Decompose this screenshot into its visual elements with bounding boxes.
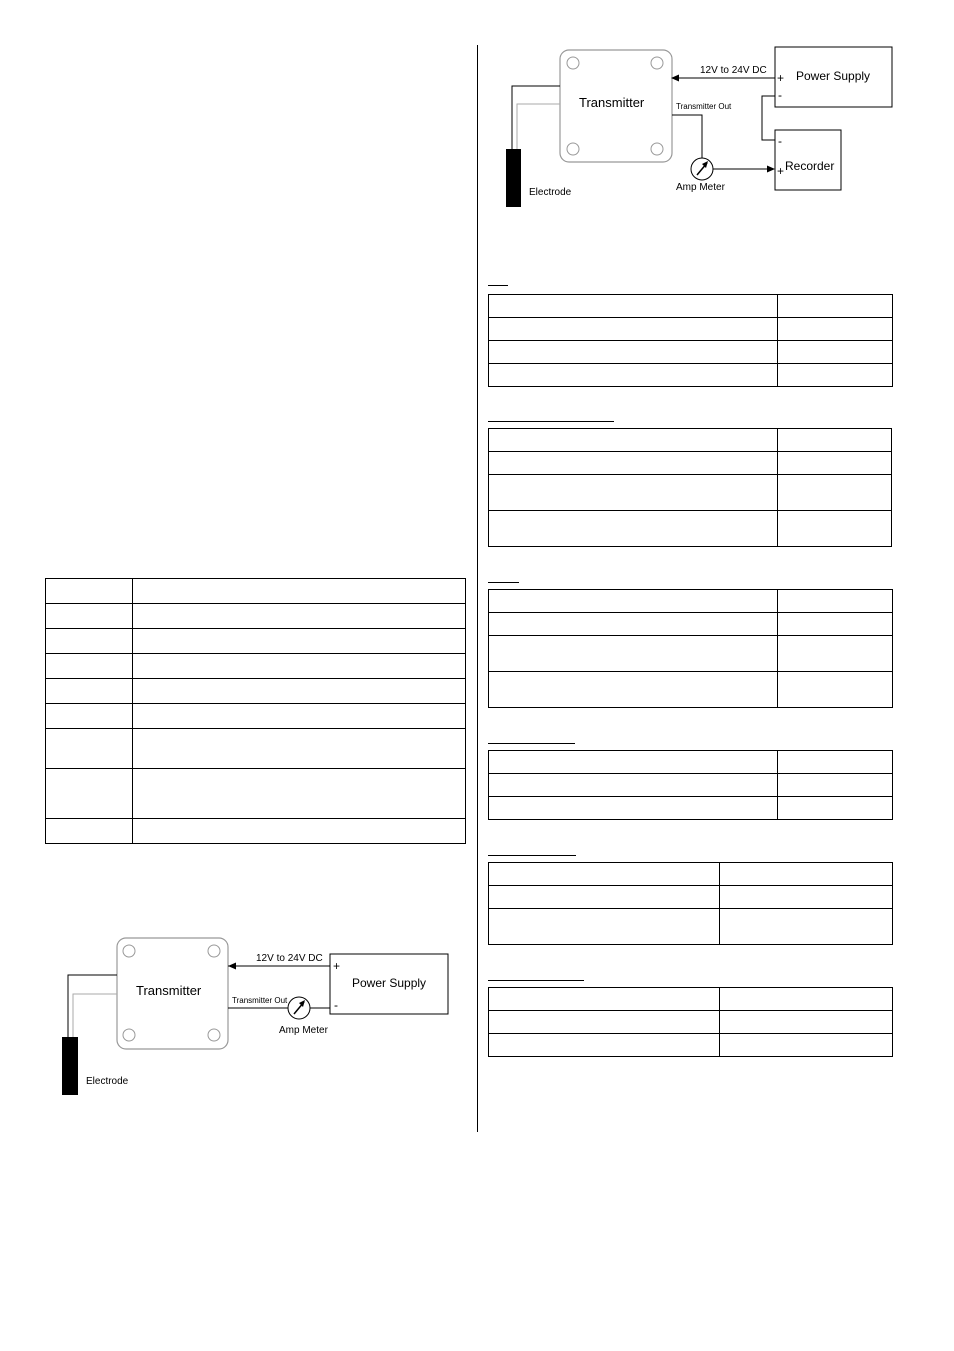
wiring-diagram-basic xyxy=(0,920,477,1110)
section-heading-underline xyxy=(488,582,519,583)
table-row xyxy=(489,590,893,613)
section-heading-underline xyxy=(488,980,584,981)
table-row xyxy=(489,863,893,886)
table-row xyxy=(489,613,893,636)
arrow-head xyxy=(228,963,236,970)
table-row xyxy=(489,797,893,820)
arrow-head xyxy=(767,166,775,173)
electrode-wire xyxy=(68,975,117,1037)
spec-table-1 xyxy=(488,294,893,387)
section-heading-underline xyxy=(488,855,576,856)
table-row xyxy=(489,341,893,364)
power-supply-label: Power Supply xyxy=(352,976,427,990)
table-row xyxy=(489,295,893,318)
amp-meter-label: Amp Meter xyxy=(676,182,725,193)
spec-table-4 xyxy=(488,750,893,820)
table-row xyxy=(489,774,893,797)
electrode-wire xyxy=(512,86,560,149)
table-row xyxy=(46,604,466,629)
electrode-label: Electrode xyxy=(86,1076,129,1087)
electrode xyxy=(62,1037,78,1095)
wiring-diagram-with-recorder xyxy=(0,0,954,240)
table-row xyxy=(489,475,892,511)
plus-sign: + xyxy=(777,71,785,85)
table-row xyxy=(46,729,466,769)
table-row xyxy=(489,909,893,945)
table-row xyxy=(46,579,466,604)
table-row xyxy=(489,511,892,547)
ground-wire xyxy=(762,96,775,140)
table-row xyxy=(46,679,466,704)
table-row xyxy=(46,629,466,654)
transmitter-out-label: Transmitter Out xyxy=(232,996,288,1005)
section-heading-underline xyxy=(488,285,508,286)
spec-table-6 xyxy=(488,987,893,1057)
table-row xyxy=(489,672,893,708)
recorder-label: Recorder xyxy=(785,159,835,173)
signal-wire xyxy=(672,115,702,158)
plus-sign: + xyxy=(333,959,341,973)
spec-table-2 xyxy=(488,428,892,547)
table-row xyxy=(489,886,893,909)
section-heading-underline xyxy=(488,743,575,744)
table-row xyxy=(489,452,892,475)
section-heading-underline xyxy=(488,421,614,422)
electrode xyxy=(506,149,521,207)
table-row xyxy=(489,364,893,387)
terminal-table xyxy=(45,578,466,844)
amp-meter-label: Amp Meter xyxy=(279,1025,328,1036)
table-row xyxy=(46,654,466,679)
table-row xyxy=(489,988,893,1011)
electrode-wire xyxy=(517,104,560,149)
transmitter-out-label: Transmitter Out xyxy=(676,102,732,111)
minus-sign: - xyxy=(778,134,782,148)
table-row xyxy=(46,819,466,844)
plus-sign: + xyxy=(777,164,785,178)
transmitter-label: Transmitter xyxy=(579,95,645,110)
table-row xyxy=(46,769,466,819)
table-row xyxy=(489,318,893,341)
table-row xyxy=(489,1034,893,1057)
transmitter-label: Transmitter xyxy=(136,983,202,998)
voltage-label: 12V to 24V DC xyxy=(700,65,767,76)
table-row xyxy=(489,429,892,452)
table-row xyxy=(489,636,893,672)
minus-sign: - xyxy=(334,998,338,1012)
spec-table-5 xyxy=(488,862,893,945)
electrode-wire xyxy=(73,994,117,1037)
table-row xyxy=(489,1011,893,1034)
spec-table-3 xyxy=(488,589,893,708)
electrode-label: Electrode xyxy=(529,187,572,198)
table-row xyxy=(489,751,893,774)
minus-sign: - xyxy=(778,88,782,102)
power-supply-label: Power Supply xyxy=(796,69,871,83)
table-row xyxy=(46,704,466,729)
voltage-label: 12V to 24V DC xyxy=(256,953,323,964)
